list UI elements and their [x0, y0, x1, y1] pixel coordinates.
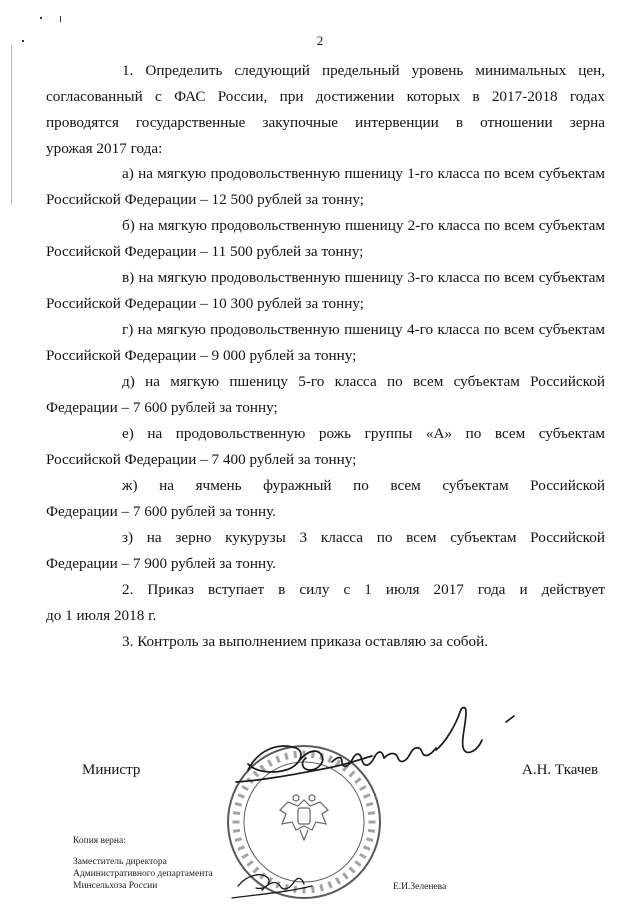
paragraph-line: ж) на ячмень фуражный по всем субъектам Российской — [122, 477, 605, 494]
paragraph-line: проводятся государственные закупочные интервенции в отношении зерна — [46, 114, 605, 131]
paragraph-line: г) на мягкую продовольственную пшеницу 4-го класса по всем субъектам — [122, 321, 605, 338]
certifier-position-line: Минсельхоза России — [73, 881, 158, 891]
paragraph-line: до 1 июля 2018 г. — [46, 607, 157, 624]
paragraph-line: Российской Федерации – 12 500 рублей за тонну; — [46, 191, 364, 208]
signatory-title: Министр — [82, 762, 141, 778]
page-number: 2 — [316, 33, 324, 48]
paragraph-line: Федерации – 7 600 рублей за тонну; — [46, 399, 278, 416]
paragraph-line: урожая 2017 года: — [46, 140, 163, 157]
copy-certification-label: Копия верна: — [73, 836, 126, 846]
paragraph-line: Федерации – 7 900 рублей за тонну. — [46, 555, 276, 572]
paragraph-line: з) на зерно кукурузы 3 класса по всем субъектам Российской — [122, 529, 605, 546]
paragraph-line: Российской Федерации – 10 300 рублей за тонну; — [46, 295, 364, 312]
paragraph-line: д) на мягкую пшеницу 5-го класса по всем субъектам Российской — [122, 373, 605, 390]
paragraph-line: е) на продовольственную рожь группы «А» по всем субъектам — [122, 425, 605, 442]
paragraph-line: б) на мягкую продовольственную пшеницу 2-го класса по всем субъектам — [122, 217, 605, 234]
paragraph-line: согласованный с ФАС России, при достижении которых в 2017-2018 годах — [46, 88, 605, 105]
paragraph-line: Российской Федерации – 11 500 рублей за тонну; — [46, 243, 364, 260]
paragraph-line: в) на мягкую продовольственную пшеницу 3-го класса по всем субъектам — [122, 269, 605, 286]
paragraph-line: Федерации – 7 600 рублей за тонну. — [46, 503, 276, 520]
paragraph-line: Российской Федерации – 7 400 рублей за тонну; — [46, 451, 357, 468]
paragraph-line: 3. Контроль за выполнением приказа оставляю за собой. — [122, 633, 489, 650]
signatory-name: А.Н. Ткачев — [522, 762, 599, 778]
paragraph-line: Российской Федерации – 9 000 рублей за тонну; — [46, 347, 357, 364]
certifier-position-line: Административного департамента — [73, 869, 213, 879]
paragraph-line: а) на мягкую продовольственную пшеницу 1-го класса по всем субъектам — [122, 165, 605, 182]
certifier-name: Е.И.Зеленева — [393, 882, 447, 892]
paragraph-line: 2. Приказ вступает в силу с 1 июля 2017 года и действует — [122, 581, 605, 598]
certifier-position — [73, 856, 273, 892]
paragraph-line: 1. Определить следующий предельный уровень минимальных цен, — [122, 62, 605, 79]
certifier-position-line: Заместитель директора — [73, 857, 167, 867]
